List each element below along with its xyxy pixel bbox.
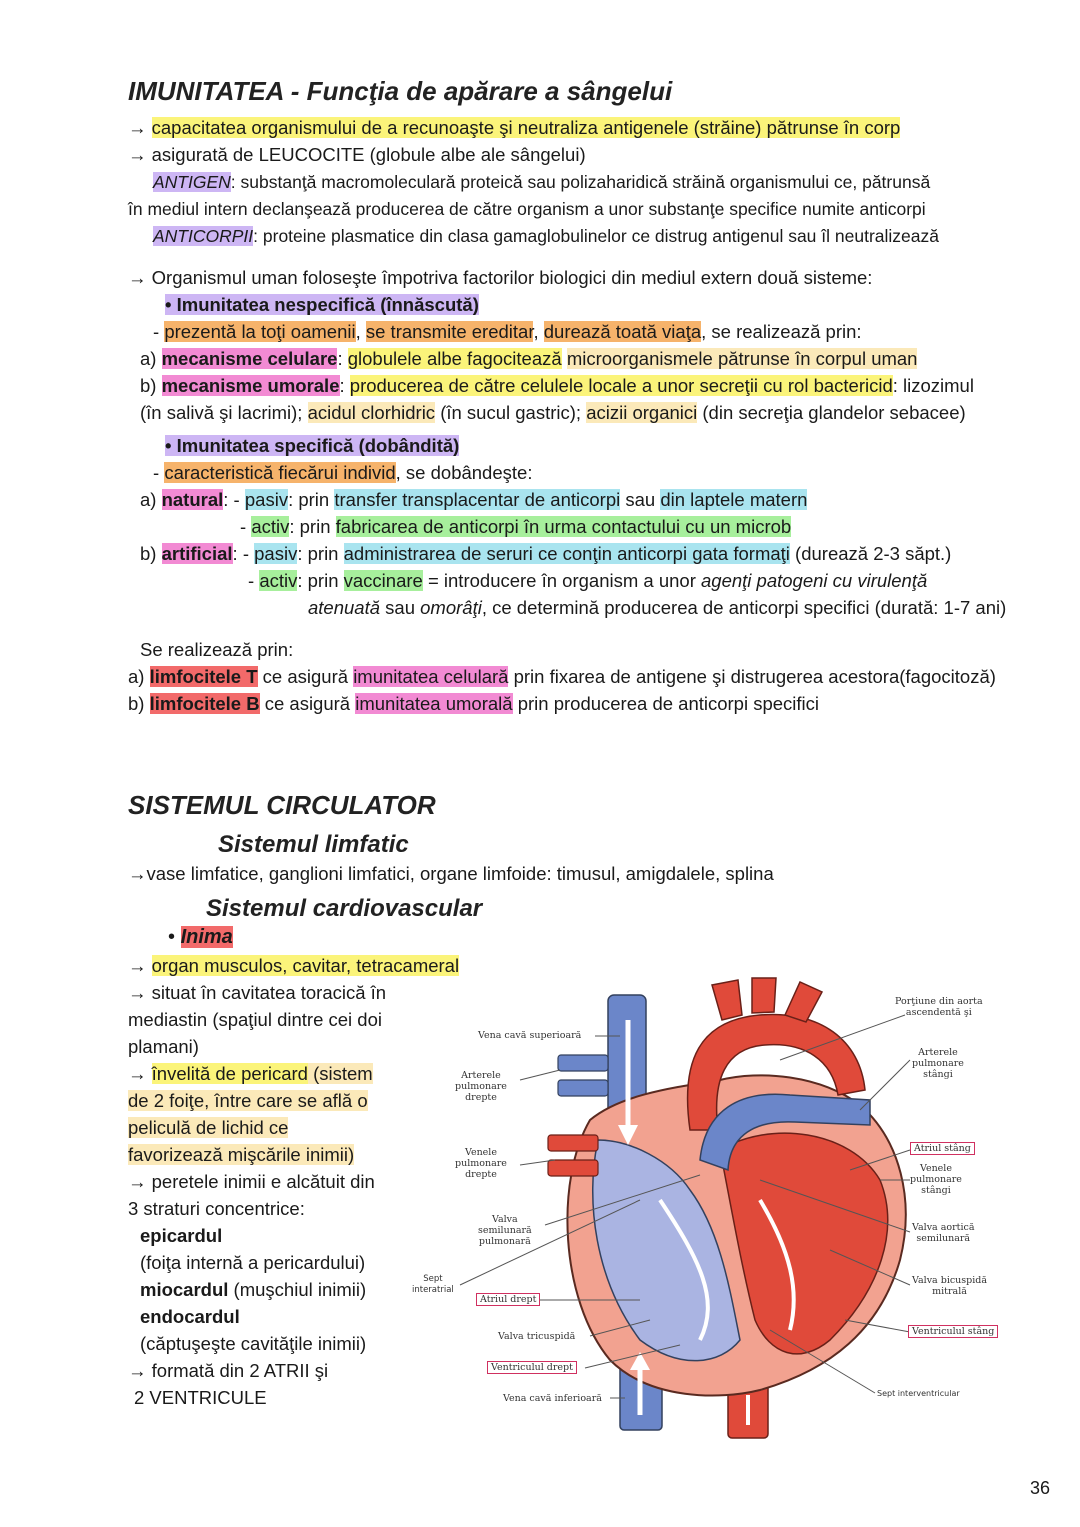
line-plamani: plamani)	[128, 1036, 199, 1057]
label-vena-cava-superioara: Vena cavă superioară	[478, 1030, 582, 1041]
line-antigen: ANTIGEN: substanţă macromoleculară proteică sau polizaharidică străină organismului ce, pătrunsă	[153, 172, 931, 192]
aortic-branch-2	[752, 978, 776, 1013]
heading-inima: • Inima	[168, 926, 233, 948]
label-valva-semilunara-pulmonara: Valva semilunară pulmonară	[478, 1214, 532, 1247]
line-pericard-3: peliculă de lichid ce	[128, 1117, 289, 1138]
line-organismul: → Organismul uman foloseşte împotriva factorilor biologici din mediul extern două sisteme:	[128, 267, 873, 288]
line-artificial-pasiv: b) artificial: - pasiv: prin administrarea de seruri ce conţin anticorpi gata formaţi (durează 2-3 săpt.)	[140, 543, 952, 564]
leader-art-pulm-st	[860, 1060, 910, 1110]
def-epicard: (foiţa internă a pericardului)	[140, 1252, 366, 1273]
label-arterele-pulmonare-drepte: Arterele pulmonare drepte	[455, 1070, 507, 1103]
line-limfocite-b: b) limfocitele B ce asigură imunitatea umorală prin producerea de anticorpi specifici	[128, 693, 820, 714]
label-ventriculul-drept: Ventriculul drept	[487, 1362, 577, 1373]
line-pericard-4: favorizează mişcările inimii)	[128, 1144, 355, 1165]
line-nesp-props: - prezentă la toţi oamenii, se transmite ereditar, durează toată viaţa, se realizează prin:	[153, 321, 862, 342]
aortic-branch-1	[712, 980, 742, 1020]
label-vena-cava-inferioara: Vena cavă inferioară	[503, 1393, 602, 1404]
line-anticorpi: ANTICORPII: proteine plasmatice din clasa gamaglobulinelor ce distrug antigenul sau îl neutralizează	[153, 226, 939, 246]
line-mediastin: mediastin (spaţiul dintre cei doi	[128, 1009, 382, 1030]
label-venele-pulmonare-drepte: Venele pulmonare drepte	[455, 1147, 507, 1180]
aortic-branch-3	[785, 982, 822, 1022]
label-sept-interventricular: Sept interventricular	[877, 1389, 960, 1398]
line-artificial-activ: - activ: prin vaccinare = introducere în organism a unor agenţi patogeni cu virulenţă	[248, 570, 928, 591]
right-pulmonary-artery-1	[558, 1055, 608, 1071]
line-pericard: → învelită de pericard (sistem	[128, 1063, 373, 1084]
label-valva-tricuspida: Valva tricuspidă	[498, 1331, 576, 1342]
subtitle-cardiovascular: Sistemul cardiovascular	[206, 895, 483, 922]
section-title-circulator: SISTEMUL CIRCULATOR	[128, 790, 436, 820]
line-natural-activ: - activ: prin fabricarea de anticorpi în urma contactului cu un microb	[240, 516, 792, 537]
label-valva-bicuspida: Valva bicuspidă mitrală	[912, 1275, 988, 1297]
right-pulmonary-vein-2	[548, 1160, 598, 1176]
right-pulmonary-artery-2	[558, 1080, 608, 1096]
def-endocard: (căptuşeşte cavităţile inimii)	[140, 1333, 367, 1354]
leader-art-pulm-dr	[520, 1070, 560, 1080]
label-venele-pulmonare-stangi: Venele pulmonare stângi	[910, 1163, 962, 1196]
line-pericard-2: de 2 foiţe, între care se află o	[128, 1090, 368, 1111]
heading-imunitate-specifica: • Imunitatea specifică (dobândită)	[165, 435, 460, 456]
term-endocard: endocardul	[140, 1306, 240, 1327]
heading-imunitate-nespecifica: • Imunitatea nespecifică (înnăscută)	[165, 294, 479, 315]
label-ventriculul-stang: Ventriculul stâng	[908, 1326, 998, 1337]
line-natural-pasiv: a) natural: - pasiv: prin transfer transplacentar de anticorpi sau din laptele matern	[140, 489, 808, 510]
line-situat: → situat în cavitatea toracică în	[128, 982, 387, 1003]
label-atriul-drept: Atriul drept	[476, 1294, 540, 1305]
label-arterele-pulmonare-stangi: Arterele pulmonare stângi	[912, 1047, 964, 1080]
right-pulmonary-vein-1	[548, 1135, 598, 1151]
line-mecanisme-celulare: a) mecanisme celulare: globulele albe fagocitează microorganismele pătrunse în corpul uman	[140, 348, 918, 369]
line-atrii: → formată din 2 ATRII şi	[128, 1360, 329, 1381]
label-valva-aortica: Valva aortică semilunară	[912, 1222, 975, 1244]
line-capacitatea: → capacitatea organismului de a recunoaşte şi neutraliza antigenele (străine) pătrunse în corp	[128, 117, 901, 138]
section-title-imunitate: IMUNITATEA - Funcţia de apărare a sângelui	[128, 76, 673, 106]
line-straturi: 3 straturi concentrice:	[128, 1198, 305, 1219]
label-portiune-aorta: Porţiune din aorta ascendentă şi	[895, 996, 983, 1018]
term-epicard: epicardul	[140, 1225, 223, 1246]
line-ventricule: 2 VENTRICULE	[134, 1387, 267, 1408]
line-miocard: miocardul (muşchiul inimii)	[140, 1279, 367, 1300]
page-number: 36	[1030, 1478, 1051, 1498]
line-mecanisme-umorale: b) mecanisme umorale: producerea de către celulele locale a unor secreţii cu rol bactericid: lizozimul	[140, 375, 974, 396]
line-asigurata: → asigurată de LEUCOCITE (globule albe ale sângelui)	[128, 144, 586, 165]
line-limfatic: →vase limfatice, ganglioni limfatici, organe limfoide: timusul, amigdalele, splina	[128, 863, 774, 884]
subtitle-limfatic: Sistemul limfatic	[218, 831, 409, 858]
line-peretele: → peretele inimii e alcătuit din	[128, 1171, 375, 1192]
line-antigen-2: în mediul intern declanşează producerea de către organism a unor substanţe specifice numite anticorpi	[128, 199, 926, 219]
line-mecanisme-umorale-2: (în salivă şi lacrimi); acidul clorhidric (în sucul gastric); acizii organici (din secreţia glandelor sebacee)	[140, 402, 966, 423]
line-spec-props: - caracteristică fiecărui individ, se dobândeşte:	[153, 462, 533, 483]
line-organ: → organ musculos, cavitar, tetracameral	[128, 955, 460, 976]
line-artificial-activ-2: atenuată sau omorâţi, ce determină producerea de anticorpi specifici (durată: 1-7 ani)	[308, 597, 1007, 618]
label-atriul-stang: Atriul stâng	[910, 1143, 975, 1154]
label-sept-interatrial: Sept interatrial	[412, 1274, 454, 1295]
line-se-realizeaza: Se realizează prin:	[140, 639, 294, 660]
line-limfocite-t: a) limfocitele T ce asigură imunitatea celulară prin fixarea de antigene şi distrugerea acestora(fagocitoză)	[128, 666, 996, 687]
